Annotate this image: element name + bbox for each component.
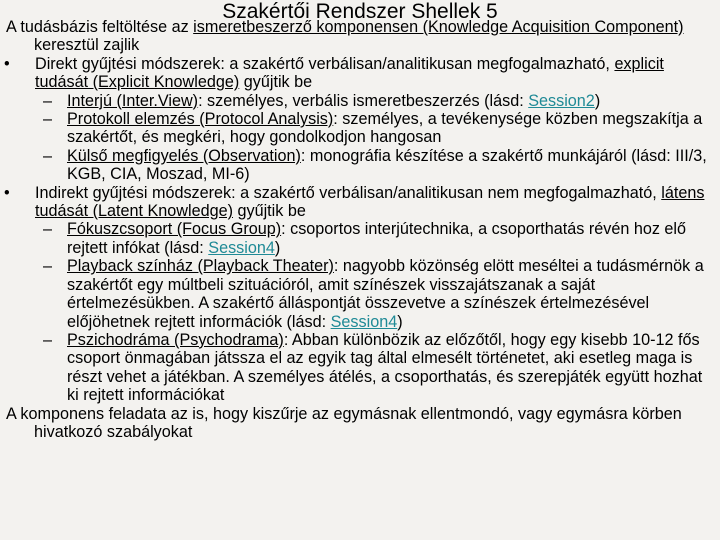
intro-underlined-term: ismeretbeszerző komponensen (Knowledge Acquisition Component) [193, 18, 684, 36]
session2-link[interactable]: Session2 [528, 91, 595, 110]
dash-marker: – [43, 110, 53, 129]
bullet-indirect-methods: • Indirekt gyűjtési módszerek: a szakértő verbálisan/analitikusan nem megfogalmazható, látens tudását (Latent Knowledge) gyűjtik be [4, 183, 705, 221]
slide-title: Szakértői Rendszer Shellek 5 [222, 0, 498, 23]
dash-marker: – [43, 257, 53, 276]
sub-bullet-protocol-analysis: – Protokoll elemzés (Protocol Analysis): személyes, a tevékenysége közben megszakítja a szakértőt, és megkéri, hogy gondolkodjon hangosan [43, 110, 703, 147]
dash-marker: – [43, 91, 53, 110]
latent-knowledge-term: látens tudását (Latent Knowledge) [35, 183, 705, 221]
sub-bullet-focus-group: – Fókuszcsoport (Focus Group): csoportos interjútechnika, a csoporthatás révén hoz elő rejtett infókat (lásd: Session4) [43, 220, 687, 257]
sub-bullet-playback-theater: – Playback színház (Playback Theater): nagyobb közönség elött meséltei a tudásmérnök a szakértőt egy múltbeli szituációról, amit színészek visszajátszanak a saját értelmezésükben. A szakértő álláspontját összevetve a színészek értelmezésével előjöhetnek rejtett információk (lásd: Session4) [43, 257, 704, 331]
session4-link[interactable]: Session4 [208, 238, 275, 257]
bullet-direct-methods: • Direkt gyűjtési módszerek: a szakértő verbálisan/analitikusan megfogalmazható, explicit tudását (Explicit Knowledge) gyűjtik be [4, 54, 664, 92]
bullet-marker: • [4, 54, 10, 73]
intro-paragraph: A tudásbázis feltöltése az ismeretbeszerző komponensen (Knowledge Acquisition Component) keresztül zajlik [6, 18, 684, 55]
bullet-marker: • [4, 183, 10, 202]
explicit-knowledge-term: explicit tudását (Explicit Knowledge) [35, 54, 664, 92]
sub-bullet-psychodrama: – Pszichodráma (Psychodrama): Abban különbözik az előzőtől, hogy egy kisebb 10-12 fős csoport önmagában játssza el az egyik tag által elmesélt történetet, aki esetleg maga is részt vehet a játékban. A személyes átélés, a csoporthatás, és szerepjáték együtt hozhat ki rejtett információkat [43, 330, 703, 405]
outro-paragraph: A komponens feladata az is, hogy kiszűrje az egymásnak ellentmondó, vagy egymásra körben hivatkozó szabályokat [6, 404, 682, 441]
session4-link[interactable]: Session4 [330, 312, 398, 331]
sub-bullet-interview: – Interjú (Inter.View): személyes, verbális ismeretbeszerzés (lásd: Session2) [43, 91, 601, 110]
protocol-analysis-term: Protokoll elemzés (Protocol Analysis) [67, 110, 334, 129]
focus-group-term: Fókuszcsoport (Focus Group) [67, 220, 282, 239]
playback-theater-term: Playback színház (Playback Theater) [67, 257, 334, 276]
dash-marker: – [43, 330, 53, 349]
dash-marker: – [43, 220, 53, 239]
psychodrama-term: Pszichodráma (Psychodrama) [67, 330, 284, 349]
slide-content [6, 18, 714, 441]
interview-term: Interjú (Inter.View) [67, 91, 199, 110]
sub-bullet-observation: – Külső megfigyelés (Observation): monográfia készítése a szakértő munkájáról (lásd: III/3, KGB, CIA, Moszad, MI-6) [43, 146, 707, 184]
observation-term: Külső megfigyelés (Observation) [67, 146, 301, 165]
dash-marker: – [43, 146, 53, 165]
